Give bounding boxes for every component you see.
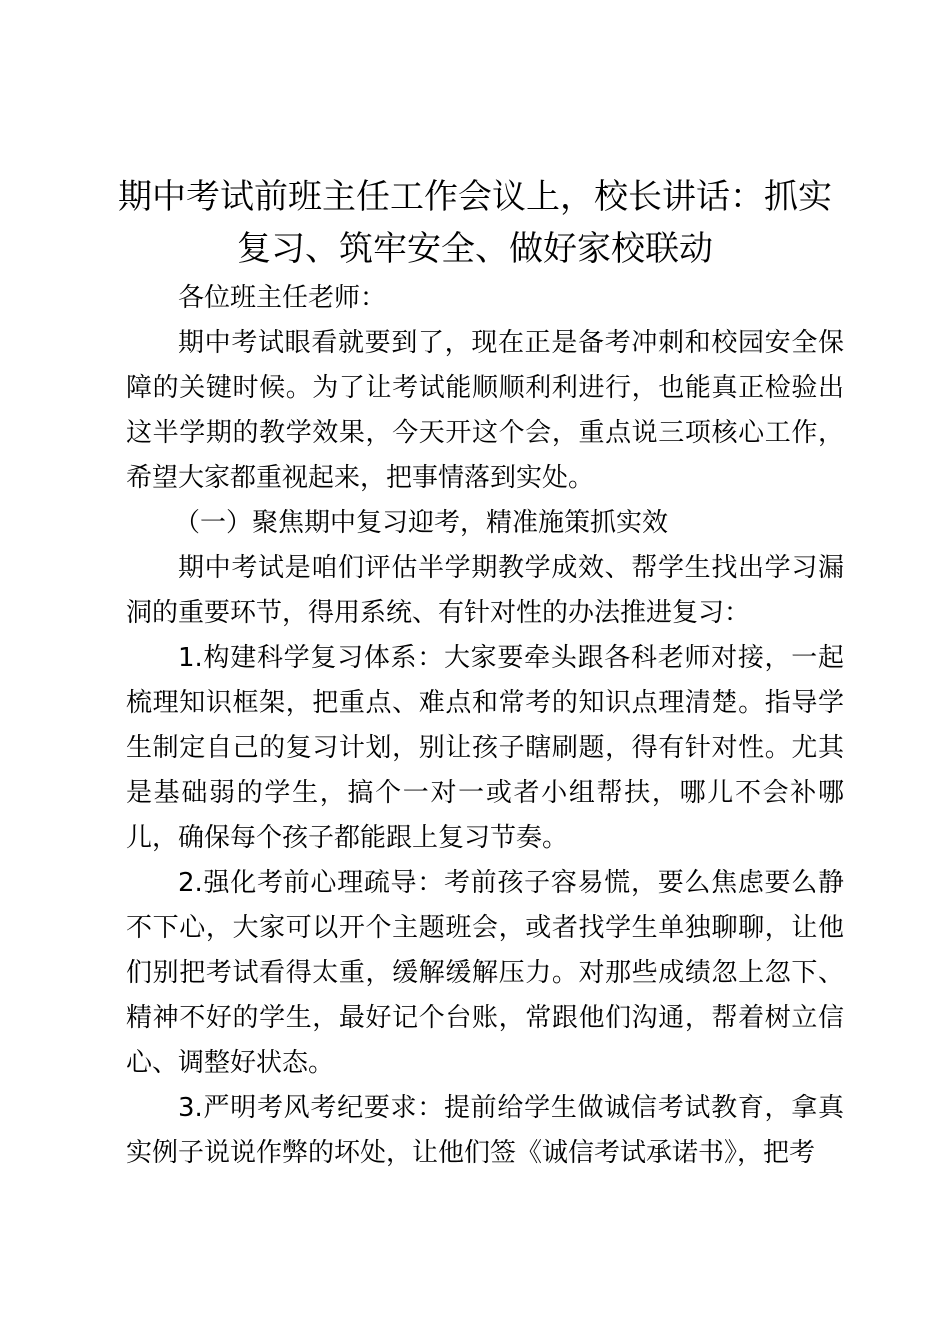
salutation: 各位班主任老师： bbox=[178, 283, 387, 313]
document-title: 期中考试前班主任工作会议上，校长讲话：抓实复习、筑牢安全、做好家校联动 bbox=[118, 177, 832, 269]
list-item-1: 1.构建科学复习体系：大家要牵头跟各科老师对接，一起梳理知识框架，把重点、难点和常考的知识点理清楚。指导学生制定自己的复习计划，别让孩子瞎刷题，得有针对性。尤其是基础弱的学生，搞个一对一或者小组帮扶，哪儿不会补哪儿，确保每个孩子都能跟上复习节奏。 bbox=[126, 643, 844, 853]
document-body bbox=[126, 276, 844, 1176]
intro-paragraph: 期中考试眼看就要到了，现在正是备考冲刺和校园安全保障的关键时候。为了让考试能顺顺利利进行，也能真正检验出这半学期的教学效果，今天开这个会，重点说三项核心工作，希望大家都重视起来，把事情落到实处。 bbox=[126, 328, 844, 493]
section-1-intro: 期中考试是咱们评估半学期教学成效、帮学生找出学习漏洞的重要环节，得用系统、有针对性的办法推进复习： bbox=[126, 553, 844, 628]
section-heading-1: （一）聚焦期中复习迎考，精准施策抓实效 bbox=[174, 508, 669, 538]
list-item-2: 2.强化考前心理疏导：考前孩子容易慌，要么焦虑要么静不下心，大家可以开个主题班会，或者找学生单独聊聊，让他们别把考试看得太重，缓解缓解压力。对那些成绩忽上忽下、精神不好的学生，最好记个台账，常跟他们沟通，帮着树立信心、调整好状态。 bbox=[126, 868, 844, 1078]
list-item-3: 3.严明考风考纪要求：提前给学生做诚信考试教育，拿真实例子说说作弊的坏处，让他们签《诚信考试承诺书》，把考 bbox=[126, 1093, 844, 1168]
